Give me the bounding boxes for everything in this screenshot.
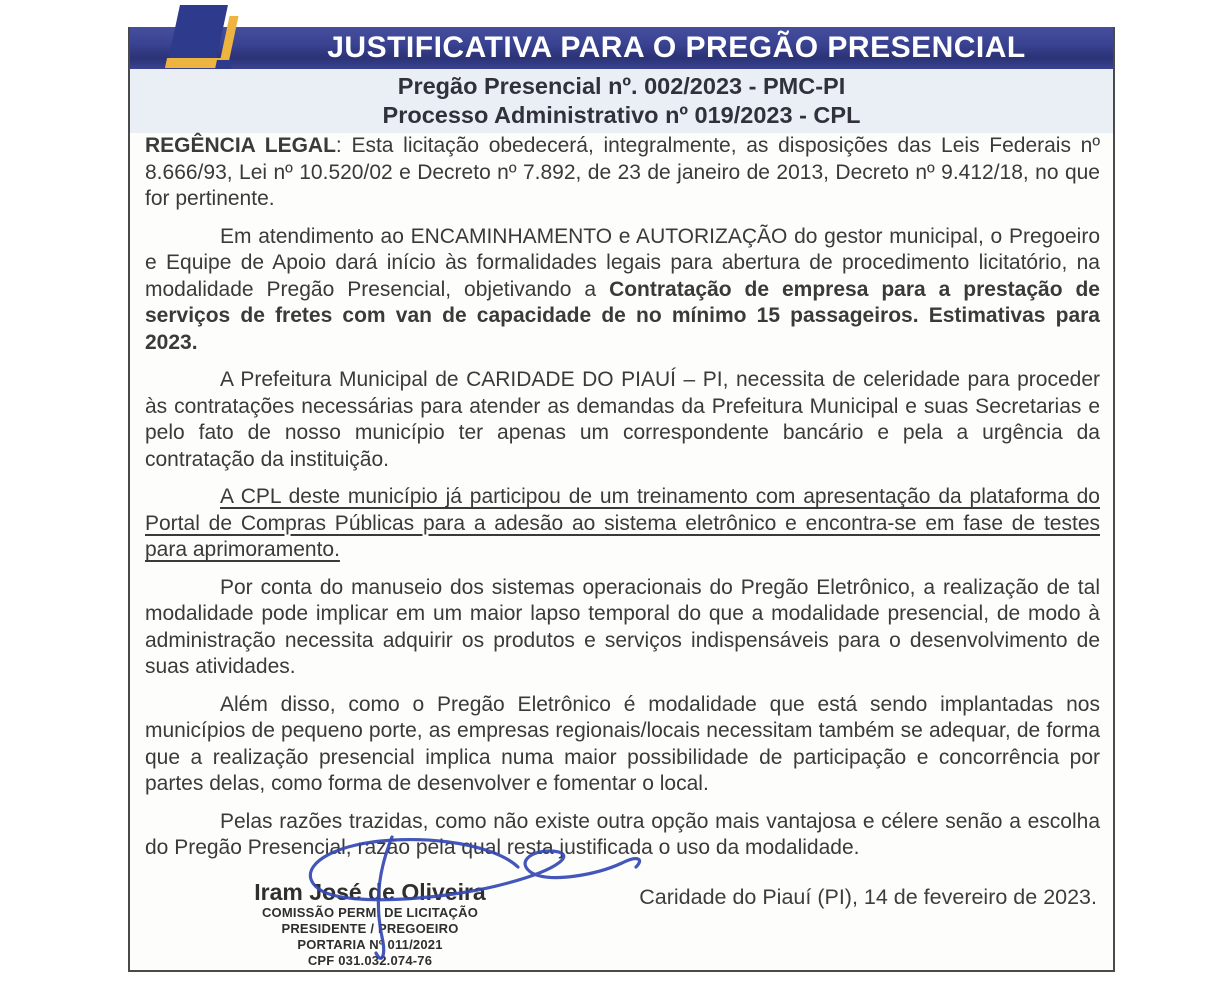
signatory-name: Iram José de Oliveira: [254, 879, 486, 905]
regencia-legal-label: REGÊNCIA LEGAL: [145, 134, 336, 157]
scanned-document-page: [128, 27, 1115, 972]
logo-navy-tip: [215, 60, 233, 69]
paragraph-pregao-eletronico: Por conta do manuseio dos sistemas operacionais do Pregão Eletrônico, a realização de tal modalidade pode implicar em um maior lapso temporal do que a modalidade presencial, de modo à administração necessita adquirir os produtos e serviços indispensáveis para o desenvolvimento de suas atividades.: [145, 575, 1100, 678]
subtitle-pregao-number: Pregão Presencial nº. 002/2023 - PMC-PI: [397, 73, 846, 99]
regencia-legal-text: : Esta licitação obedecerá, integralmente, as disposições das Leis Federais nº 8.666/93, Lei nº 10.520/02 e Decreto nº 7.892, de 23 de janeiro de 2013, Decreto nº 9.412/18, no que for pertinente.: [145, 134, 1100, 210]
signatory-cpf: CPF 031.032.074-76: [307, 953, 433, 968]
paragraph-prefeitura: A Prefeitura Municipal de CARIDADE DO PIAUÍ – PI, necessita de celeridade para proceder às contratações necessárias para atender as demandas da Prefeitura Municipal e suas Secretarias e pelo fato de nosso município ter apenas um correspondente bancário e pela a urgência da contratação da instituição.: [145, 368, 1100, 471]
document-title: JUSTIFICATIVA PARA O PREGÃO PRESENCIAL: [327, 31, 1026, 64]
paragraph-regencia-legal: [145, 133, 1100, 213]
objeto-bold-text: Contratação de empresa para a prestação de serviços de fretes com van de capacidade de no mínimo 15 passageiros. Estimativas para 2023.: [145, 277, 1100, 354]
signatory-portaria: PORTARIA Nº 011/2021: [297, 937, 443, 952]
paragraph-cpl-treinamento: A CPL deste município já participou de um treinamento com apresentação da plataforma do Portal de Compras Públicas para a adesão ao sistema eletrônico e encontra-se em fase de testes para aprimoramento.: [145, 485, 1100, 561]
paragraph-alem-disso: Além disso, como o Pregão Eletrônico é modalidade que está sendo implantadas nos municípios de pequeno porte, as empresas regionais/locais necessitam também se adequar, de forma que a realização presencial implica numa maior possibilidade de participação e concorrência por partes delas, como forma de desenvolver e fomentar o local.: [145, 692, 1100, 795]
signature-block: [225, 879, 515, 969]
atendimento-text: Em atendimento ao ENCAMINHAMENTO e AUTORIZAÇÃO do gestor municipal, o Pregoeiro e Equipe de Apoio dará início às formalidades legais para abertura de procedimento licitatório, na modalidade Pregão Presencial, objetivando a: [145, 224, 1100, 301]
paragraph-atendimento: [145, 224, 1100, 357]
title-bar: [130, 27, 1113, 69]
paragraph-pelas-razoes: Pelas razões trazidas, como não existe outra opção mais vantajosa e célere senão a escolha do Pregão Presencial, razão pela qual resta justificada o uso da modalidade.: [145, 809, 1100, 859]
subtitle-processo-number: Processo Administrativo nº 019/2023 - CPL: [382, 102, 861, 128]
signatory-role: PRESIDENTE / PREGOEIRO: [281, 921, 459, 936]
document-body: [145, 133, 1100, 873]
date-line: Caridade do Piauí (PI), 14 de fevereiro de 2023.: [639, 885, 1097, 909]
logo-navy-shape: [168, 5, 228, 61]
signatory-commission: COMISSÃO PERM. DE LICITAÇÃO: [261, 905, 479, 920]
document-flag-logo-icon: [158, 5, 234, 71]
subtitle-band: [130, 69, 1113, 133]
